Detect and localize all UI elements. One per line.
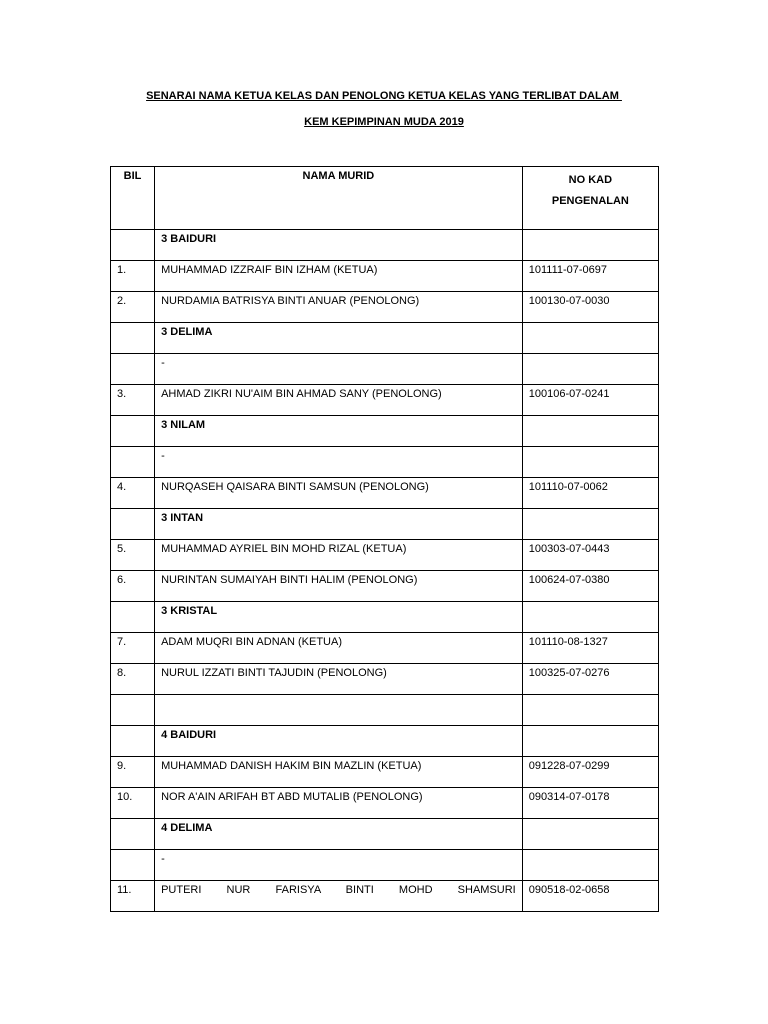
- ic-number-cell: 091228-07-0299: [522, 757, 658, 788]
- table-row: [111, 850, 659, 881]
- ic-number-cell: [522, 602, 658, 633]
- ic-number-cell: [522, 509, 658, 540]
- row-bil-cell: [111, 447, 155, 478]
- row-bil-cell: 9.: [111, 757, 155, 788]
- ic-number-cell: 100624-07-0380: [522, 571, 658, 602]
- table-row: [111, 540, 659, 571]
- table-row: [111, 664, 659, 695]
- student-name-cell: MUHAMMAD AYRIEL BIN MOHD RIZAL (KETUA): [155, 540, 523, 571]
- class-heading-row: [111, 416, 659, 447]
- table-row: [111, 354, 659, 385]
- student-name-cell: -: [155, 850, 523, 881]
- ic-number-cell: [522, 695, 658, 726]
- document-title: SENARAI NAMA KETUA KELAS DAN PENOLONG KETUA KELAS YANG TERLIBAT DALAM: [146, 90, 622, 102]
- class-name-cell: 3 KRISTAL: [155, 602, 523, 633]
- row-bil-cell: [111, 602, 155, 633]
- ic-number-cell: [522, 819, 658, 850]
- student-name-cell: MUHAMMAD DANISH HAKIM BIN MAZLIN (KETUA): [155, 757, 523, 788]
- ic-number-cell: [522, 354, 658, 385]
- row-bil-cell: 5.: [111, 540, 155, 571]
- ic-number-cell: 100325-07-0276: [522, 664, 658, 695]
- row-bil-cell: 6.: [111, 571, 155, 602]
- table-row: [111, 385, 659, 416]
- ic-number-cell: 100106-07-0241: [522, 385, 658, 416]
- table-row: [111, 478, 659, 509]
- row-bil-cell: 1.: [111, 261, 155, 292]
- table-row: [111, 261, 659, 292]
- ic-number-cell: [522, 230, 658, 261]
- student-table: [110, 166, 659, 912]
- row-bil-cell: [111, 819, 155, 850]
- class-heading-row: [111, 726, 659, 757]
- row-bil-cell: 8.: [111, 664, 155, 695]
- student-name-cell: NURQASEH QAISARA BINTI SAMSUN (PENOLONG): [155, 478, 523, 509]
- table-row: [111, 881, 659, 912]
- row-bil-cell: [111, 695, 155, 726]
- ic-number-cell: [522, 323, 658, 354]
- class-name-cell: 4 BAIDURI: [155, 726, 523, 757]
- student-name-cell: NOR A'AIN ARIFAH BT ABD MUTALIB (PENOLONG): [155, 788, 523, 819]
- student-name-cell: MUHAMMAD IZZRAIF BIN IZHAM (KETUA): [155, 261, 523, 292]
- row-bil-cell: [111, 354, 155, 385]
- row-bil-cell: [111, 416, 155, 447]
- ic-number-cell: 090314-07-0178: [522, 788, 658, 819]
- row-bil-cell: [111, 850, 155, 881]
- ic-number-cell: 100303-07-0443: [522, 540, 658, 571]
- row-bil-cell: 7.: [111, 633, 155, 664]
- student-name-cell: AHMAD ZIKRI NU'AIM BIN AHMAD SANY (PENOLONG): [155, 385, 523, 416]
- table-row: [111, 695, 659, 726]
- header-nama-murid: NAMA MURID: [155, 167, 523, 230]
- class-heading-row: [111, 602, 659, 633]
- student-name-cell: [155, 695, 523, 726]
- student-name-cell: PUTERI NUR FARISYA BINTI MOHD SHAMSURI: [155, 881, 523, 912]
- table-row: [111, 571, 659, 602]
- class-heading-row: [111, 323, 659, 354]
- table-row: [111, 788, 659, 819]
- ic-number-cell: 101111-07-0697: [522, 261, 658, 292]
- document-subtitle: KEM KEPIMPINAN MUDA 2019: [304, 116, 464, 128]
- student-name-cell: NURUL IZZATI BINTI TAJUDIN (PENOLONG): [155, 664, 523, 695]
- header-no-kad-pengenalan: NO KAD PENGENALAN: [522, 167, 658, 230]
- class-name-cell: 3 DELIMA: [155, 323, 523, 354]
- table-row: [111, 292, 659, 323]
- student-name-cell: ADAM MUQRI BIN ADNAN (KETUA): [155, 633, 523, 664]
- row-bil-cell: [111, 509, 155, 540]
- class-name-cell: 3 INTAN: [155, 509, 523, 540]
- student-table-body: [111, 167, 659, 912]
- row-bil-cell: 10.: [111, 788, 155, 819]
- class-name-cell: 3 BAIDURI: [155, 230, 523, 261]
- row-bil-cell: 4.: [111, 478, 155, 509]
- class-name-cell: 4 DELIMA: [155, 819, 523, 850]
- header-bil: BIL: [111, 167, 155, 230]
- ic-number-cell: 100130-07-0030: [522, 292, 658, 323]
- table-row: [111, 757, 659, 788]
- row-bil-cell: [111, 323, 155, 354]
- class-name-cell: 3 NILAM: [155, 416, 523, 447]
- student-name-cell: -: [155, 354, 523, 385]
- row-bil-cell: [111, 726, 155, 757]
- table-row: [111, 633, 659, 664]
- ic-number-cell: [522, 416, 658, 447]
- class-heading-row: [111, 819, 659, 850]
- ic-number-cell: [522, 726, 658, 757]
- ic-number-cell: [522, 850, 658, 881]
- row-bil-cell: 2.: [111, 292, 155, 323]
- row-bil-cell: 3.: [111, 385, 155, 416]
- ic-number-cell: 101110-08-1327: [522, 633, 658, 664]
- ic-number-cell: [522, 447, 658, 478]
- student-name-cell: NURINTAN SUMAIYAH BINTI HALIM (PENOLONG): [155, 571, 523, 602]
- student-name-cell: NURDAMIA BATRISYA BINTI ANUAR (PENOLONG): [155, 292, 523, 323]
- ic-number-cell: 101110-07-0062: [522, 478, 658, 509]
- table-header-row: [111, 167, 659, 230]
- row-bil-cell: 11.: [111, 881, 155, 912]
- student-name-cell: -: [155, 447, 523, 478]
- ic-number-cell: 090518-02-0658: [522, 881, 658, 912]
- class-heading-row: [111, 509, 659, 540]
- row-bil-cell: [111, 230, 155, 261]
- table-row: [111, 447, 659, 478]
- class-heading-row: [111, 230, 659, 261]
